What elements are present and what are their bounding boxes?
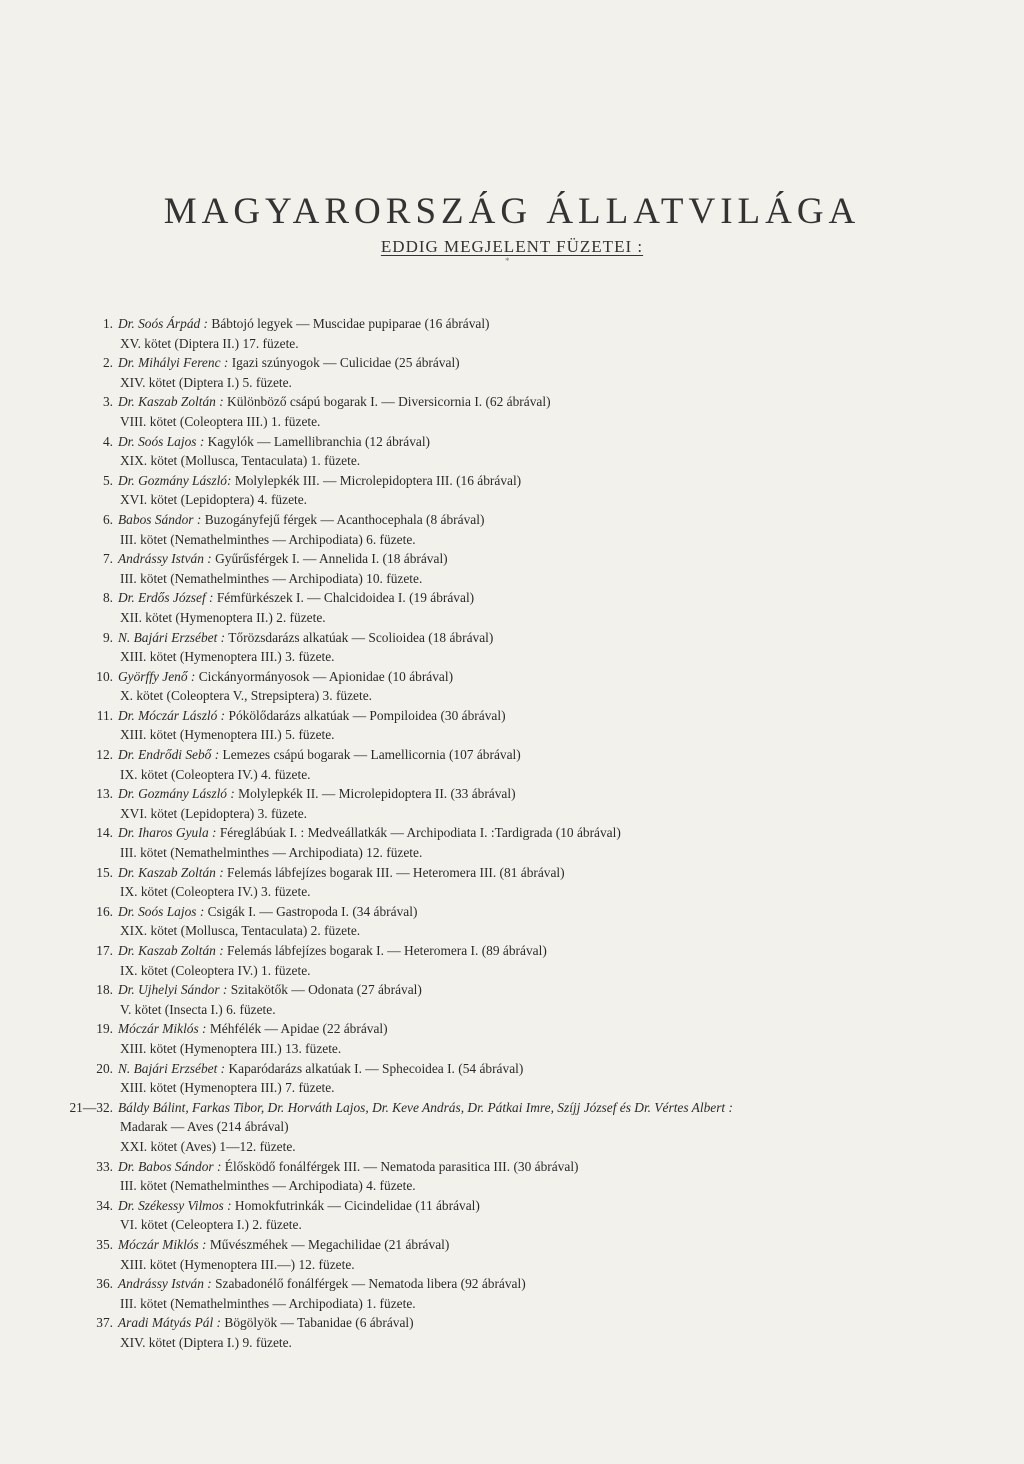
entry-title: Csigák I. — Gastropoda I. (34 ábrával) — [207, 903, 418, 919]
entry-line-1 — [118, 823, 621, 843]
entry-line-1 — [118, 1196, 480, 1216]
entry-number: 18. — [96, 982, 113, 998]
page-subtitle — [0, 237, 1024, 257]
entry-author: Dr. Kaszab Zoltán : — [118, 943, 224, 958]
entry-number: 3. — [102, 394, 113, 410]
list-item — [0, 314, 1024, 353]
entry-line-2: XVI. kötet (Lepidoptera) 4. füzete. — [120, 492, 308, 508]
entry-line-2: IX. kötet (Coleoptera IV.) 4. füzete. — [120, 766, 311, 782]
entry-title: Kaparódarázs alkatúak I. — Sphecoidea I. (54 ábrával) — [228, 1060, 524, 1076]
entry-line-1 — [118, 1235, 449, 1255]
entry-title: Élősködő fonálférgek III. — Nematoda parasitica III. (30 ábrával) — [224, 1158, 579, 1174]
entry-author: N. Bajári Erzsébet : — [118, 1060, 226, 1076]
entry-line-1 — [118, 1313, 414, 1333]
list-item — [0, 902, 1024, 941]
entry-number: 1. — [102, 316, 113, 331]
list-item — [0, 745, 1024, 784]
entry-number: 12. — [96, 747, 113, 763]
list-item — [0, 1019, 1024, 1058]
entry-title: Fémfürkészek I. — Chalcidoidea I. (19 ábrával) — [216, 590, 475, 606]
list-item — [0, 1098, 1024, 1157]
list-item — [0, 1059, 1024, 1098]
list-item — [0, 549, 1024, 588]
subtitle-text: EDDIG MEGJELENT FÜZETEI : — [380, 237, 644, 256]
entry-author: Móczár Miklós : — [118, 1236, 207, 1252]
list-item — [0, 980, 1024, 1019]
entry-line-1 — [118, 706, 506, 726]
entry-line-1 — [118, 628, 493, 648]
entry-author: Dr. Soós Árpád : — [118, 316, 209, 331]
list-item — [0, 941, 1024, 980]
entry-title: Féreglábúak I. : Medveállatkák — Archipodiata I. :Tardigrada (10 ábrával) — [219, 825, 621, 841]
entry-number: 34. — [96, 1197, 113, 1213]
entry-number: 36. — [96, 1276, 113, 1292]
entry-number: 19. — [96, 1021, 113, 1037]
entry-author: Babos Sándor : — [118, 511, 202, 527]
entry-author: Dr. Ujhelyi Sándor : — [118, 982, 228, 998]
entry-author: Dr. Kaszab Zoltán : — [118, 394, 224, 410]
entry-line-2: XVI. kötet (Lepidoptera) 3. füzete. — [120, 805, 308, 821]
entry-line-2: IX. kötet (Coleoptera IV.) 1. füzete. — [120, 962, 311, 978]
entry-line-2: XIII. kötet (Hymenoptera III.) 5. füzete. — [120, 727, 335, 743]
entry-number: 2. — [102, 355, 113, 371]
entry-author: Dr. Gozmány László: — [118, 472, 232, 488]
entry-author: Dr. Soós Lajos : — [118, 433, 205, 449]
list-item — [0, 1274, 1024, 1313]
entry-title: Bögölyök — Tabanidae (6 ábrával) — [224, 1315, 414, 1331]
entry-title: Igazi szúnyogok — Culicidae (25 ábrával) — [231, 355, 460, 371]
ornament-mark: * — [505, 256, 510, 266]
entry-line-1 — [118, 1098, 733, 1118]
entry-title: Pókölődarázs alkatúak — Pompiloidea (30 ábrával) — [228, 707, 506, 723]
list-item — [0, 823, 1024, 862]
list-item — [0, 432, 1024, 471]
entry-line-1 — [118, 745, 521, 765]
entry-line-1 — [118, 392, 551, 412]
entry-author: Dr. Iharos Gyula : — [118, 825, 217, 841]
list-item — [0, 588, 1024, 627]
entry-number: 13. — [96, 786, 113, 802]
entry-number: 9. — [102, 629, 113, 645]
entry-line-1 — [118, 941, 547, 961]
entry-title: Különböző csápú bogarak I. — Diversicornia I. (62 ábrával) — [227, 394, 551, 410]
entry-line-2: III. kötet (Nemathelminthes — Archipodiata) 10. füzete. — [120, 570, 423, 586]
entry-number: 11. — [96, 707, 113, 723]
entry-line-2: III. kötet (Nemathelminthes — Archipodiata) 12. füzete. — [120, 845, 423, 861]
entry-line-1 — [118, 353, 460, 373]
entry-line-1 — [118, 549, 448, 569]
entry-title: Művészméhek — Megachilidae (21 ábrával) — [209, 1236, 450, 1252]
entry-author: Dr. Erdős József : — [118, 590, 214, 606]
entry-line-2: XIII. kötet (Hymenoptera III.—) 12. füzete. — [120, 1256, 355, 1272]
entry-line-2: V. kötet (Insecta I.) 6. füzete. — [120, 1001, 276, 1017]
entry-author: Dr. Mihályi Ferenc : — [118, 355, 229, 371]
entry-author: Dr. Kaszab Zoltán : — [118, 864, 224, 880]
list-item — [0, 392, 1024, 431]
entry-line-2: XV. kötet (Diptera II.) 17. füzete. — [120, 335, 299, 351]
entry-line-2: XIII. kötet (Hymenoptera III.) 13. füzete. — [120, 1040, 342, 1056]
entry-line-2: IX. kötet (Coleoptera IV.) 3. füzete. — [120, 884, 311, 900]
entry-title: Gyűrűsférgek I. — Annelida I. (18 ábrával) — [215, 551, 448, 567]
entry-line-2: X. kötet (Coleoptera V., Strepsiptera) 3. füzete. — [120, 688, 372, 704]
entry-number: 15. — [96, 864, 113, 880]
list-item — [0, 863, 1024, 902]
entry-line-2: XIX. kötet (Mollusca, Tentaculata) 2. füzete. — [120, 923, 361, 939]
entry-line-1 — [118, 1157, 579, 1177]
entry-title: Cickányormányosok — Apionidae (10 ábrával) — [198, 668, 454, 684]
entry-author: Aradi Mátyás Pál : — [118, 1315, 222, 1331]
entry-title: Felemás lábfejízes bogarak III. — Heteromera III. (81 ábrával) — [227, 864, 565, 880]
entry-line-2: XII. kötet (Hymenoptera II.) 2. füzete. — [120, 609, 326, 625]
entry-number: 21—32. — [69, 1099, 113, 1115]
list-item — [0, 353, 1024, 392]
page-title: MAGYARORSZÁG ÁLLATVILÁGA — [163, 191, 861, 232]
entry-author: Báldy Bálint, Farkas Tibor, Dr. Horváth Lajos, Dr. Keve András, Dr. Pátkai Imre, Szíjj József és Dr. Vértes Albert : — [118, 1099, 733, 1115]
entry-author: Dr. Gozmány László : — [118, 786, 235, 802]
entry-number: 16. — [96, 903, 113, 919]
entry-number: 37. — [96, 1315, 113, 1331]
entry-number: 14. — [96, 825, 113, 841]
list-item — [0, 1196, 1024, 1235]
entry-line-1 — [118, 1019, 388, 1039]
entry-title: Homokfutrinkák — Cicindelidae (11 ábrával) — [234, 1197, 480, 1213]
list-item — [0, 706, 1024, 745]
entry-author: N. Bajári Erzsébet : — [118, 629, 226, 645]
entry-line-2: VIII. kötet (Coleoptera III.) 1. füzete. — [120, 413, 321, 429]
entry-number: 8. — [102, 590, 113, 606]
list-item — [0, 667, 1024, 706]
entry-line-1 — [118, 667, 453, 687]
entry-title: Tőrözsdarázs alkatúak — Scolioidea (18 ábrával) — [228, 629, 494, 645]
entry-line-2: XIV. kötet (Diptera I.) 5. füzete. — [120, 374, 292, 390]
list-item — [0, 784, 1024, 823]
entry-line-1 — [118, 784, 516, 804]
entry-line-1 — [118, 1059, 523, 1079]
entry-number: 33. — [96, 1158, 113, 1174]
entry-line-1 — [118, 1274, 526, 1294]
entry-line-2: XIII. kötet (Hymenoptera III.) 7. füzete. — [120, 1080, 335, 1096]
entry-title: Szitakötők — Odonata (27 ábrával) — [230, 982, 422, 998]
entry-title: Felemás lábfejízes bogarak I. — Heteromera I. (89 ábrával) — [227, 943, 547, 958]
entry-line-2: III. kötet (Nemathelminthes — Archipodiata) 4. füzete. — [120, 1178, 416, 1194]
entry-author: Móczár Miklós : — [118, 1021, 207, 1037]
entry-author: Dr. Székessy Vilmos : — [118, 1197, 232, 1213]
entry-author: Dr. Móczár László : — [118, 707, 226, 723]
list-item — [0, 1313, 1024, 1352]
publication-list — [0, 314, 1024, 1352]
entry-author: Andrássy István : — [118, 1276, 212, 1292]
entry-line-3: XXI. kötet (Aves) 1—12. füzete. — [120, 1138, 296, 1154]
entry-line-2: VI. kötet (Celeoptera I.) 2. füzete. — [120, 1217, 302, 1233]
entry-author: Dr. Endrődi Sebő : — [118, 747, 220, 763]
entry-title: Lemezes csápú bogarak — Lamellicornia (107 ábrával) — [222, 747, 521, 763]
entry-number: 7. — [102, 551, 113, 567]
entry-title: Molylepkék III. — Microlepidoptera III. (16 ábrával) — [234, 472, 522, 488]
entry-line-2: XIV. kötet (Diptera I.) 9. füzete. — [120, 1334, 292, 1350]
entry-line-1 — [118, 510, 484, 530]
entry-number: 6. — [102, 511, 113, 527]
entry-line-2: XIII. kötet (Hymenoptera III.) 3. füzete. — [120, 649, 335, 665]
list-item — [0, 1157, 1024, 1196]
entry-title: Szabadonélő fonálférgek — Nematoda libera (92 ábrával) — [215, 1276, 526, 1292]
entry-title: Kagylók — Lamellibranchia (12 ábrával) — [207, 433, 431, 449]
entry-number: 20. — [96, 1060, 113, 1076]
entry-number: 10. — [96, 668, 113, 684]
entry-number: 4. — [102, 433, 113, 449]
entry-line-2: XIX. kötet (Mollusca, Tentaculata) 1. füzete. — [120, 453, 361, 469]
entry-number: 35. — [96, 1236, 113, 1252]
entry-line-1 — [118, 471, 521, 491]
list-item — [0, 628, 1024, 667]
entry-line-1 — [118, 432, 430, 452]
entry-line-1 — [118, 980, 422, 1000]
entry-line-1 — [118, 902, 417, 922]
entry-line-1 — [118, 863, 565, 883]
entry-author: Györffy Jenő : — [118, 668, 196, 684]
entry-title: Buzogányfejű férgek — Acanthocephala (8 ábrával) — [204, 511, 485, 527]
entry-line-2: III. kötet (Nemathelminthes — Archipodiata) 6. füzete. — [120, 531, 416, 547]
entry-title: Bábtojó legyek — Muscidae pupiparae (16 ábrával) — [211, 316, 490, 331]
list-item — [0, 471, 1024, 510]
list-item — [0, 1235, 1024, 1274]
entry-line-2: III. kötet (Nemathelminthes — Archipodiata) 1. füzete. — [120, 1295, 416, 1311]
entry-number: 5. — [102, 472, 113, 488]
entry-line-1 — [118, 314, 490, 334]
entry-title: Méhfélék — Apidae (22 ábrával) — [209, 1021, 388, 1037]
entry-number: 17. — [96, 943, 113, 958]
entry-author: Dr. Babos Sándor : — [118, 1158, 222, 1174]
entry-title: Molylepkék II. — Microlepidoptera II. (33 ábrával) — [238, 786, 516, 802]
entry-author: Dr. Soós Lajos : — [118, 903, 205, 919]
entry-line-2: Madarak — Aves (214 ábrával) — [120, 1119, 289, 1135]
list-item — [0, 510, 1024, 549]
entry-author: Andrássy István : — [118, 551, 212, 567]
entry-line-1 — [118, 588, 474, 608]
